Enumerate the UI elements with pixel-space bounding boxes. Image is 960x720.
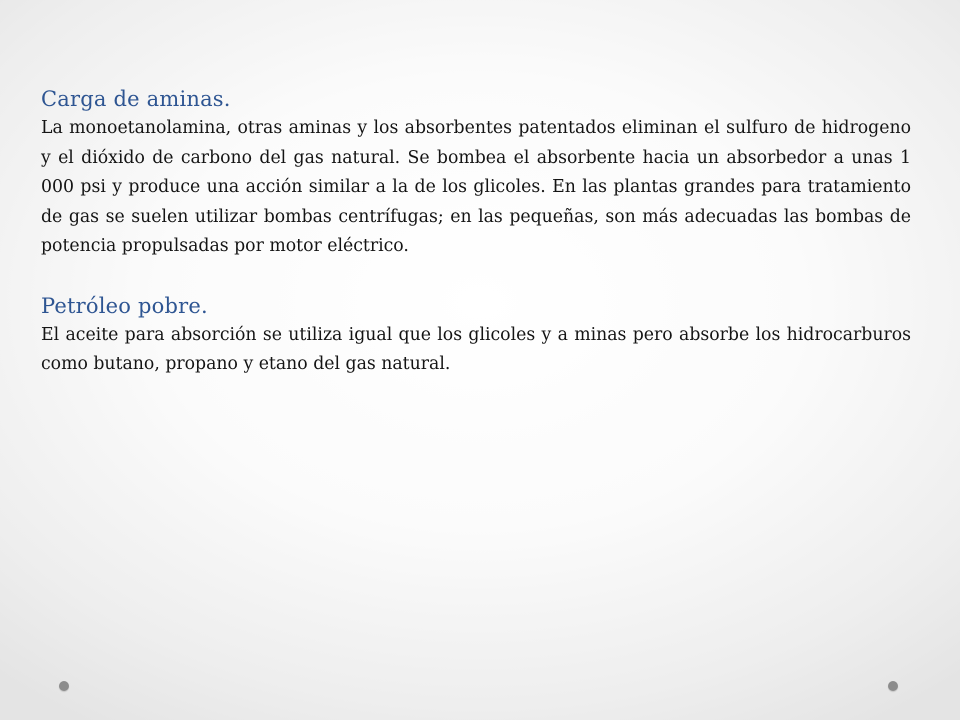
section-body-petroleo-pobre: El aceite para absorción se utiliza igual que los glicoles y a minas pero absorbe los hidrocarburos como butano, propano y etano del gas natural.	[41, 324, 911, 374]
section-spacer	[41, 262, 911, 291]
slide-content	[41, 84, 911, 380]
section-body-carga-de-aminas: La monoetanolamina, otras aminas y los absorbentes patentados eliminan el sulfuro de hidrogeno y el dióxido de carbono del gas natural. Se bombea el absorbente hacia un absorbedor a unas 1 000 psi y produce una acción similar a la de los glicoles. En las plantas grandes para tratamiento de gas se suelen utilizar bombas centrífugas; en las pequeñas, son más adecuadas las bombas de potencia propulsadas por motor eléctrico.	[41, 118, 911, 256]
decorative-dot-left	[59, 681, 69, 691]
section-title-carga-de-aminas: Carga de aminas.	[41, 87, 231, 111]
decorative-dot-right	[888, 681, 898, 691]
section-title-petroleo-pobre: Petróleo pobre.	[41, 293, 208, 318]
